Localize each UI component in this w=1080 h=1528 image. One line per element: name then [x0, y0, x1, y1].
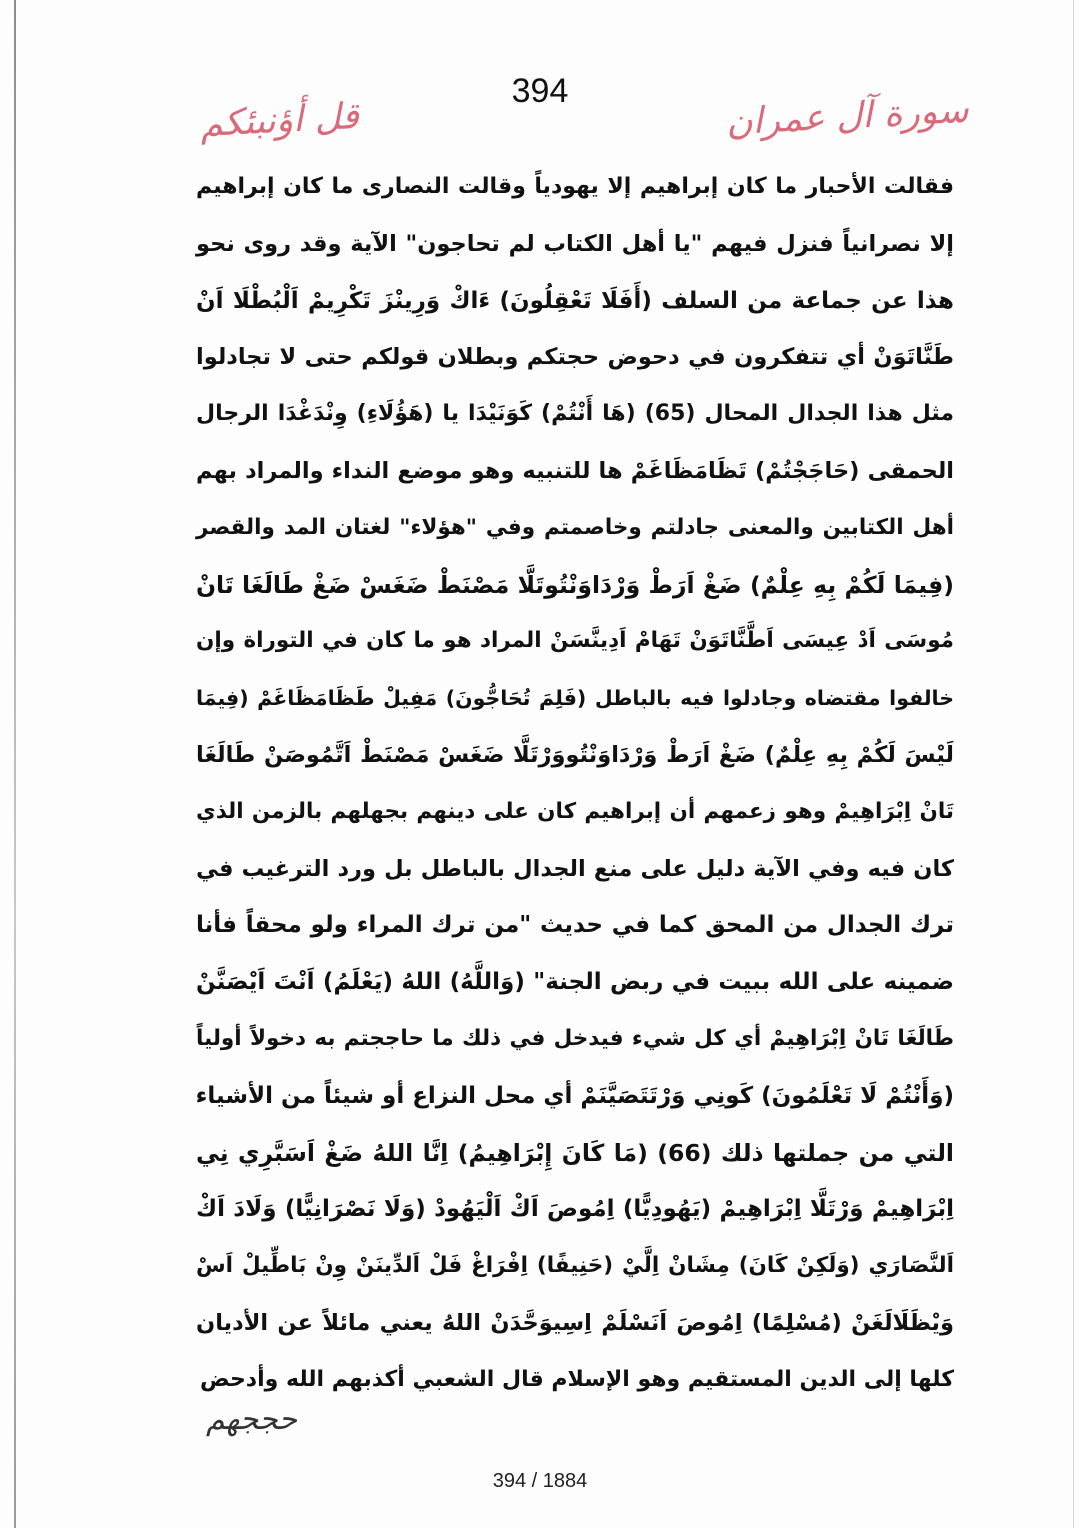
text-line: اِبْرَاهِيمْ وَرْتَلَّا اِبْرَاهِيمْ (يَهُودِيًّا) اِمُوصَ اَكْ اَلْيَهُودْ (وَلَا نَصْرَانِيًّا) وَلَادَ اَكْ [196, 1196, 954, 1223]
text-line: هذا عن جماعة من السلف (أَفَلَا تَعْقِلُونَ) ءَاكْ وَرِينْزَ تَكْرِيمْ اَلْبُطْلَا اَنْ [196, 287, 954, 314]
text-line: كان فيه وفي الآية دليل على منع الجدال بالباطل بل ورد الترغيب في [196, 855, 954, 882]
text-line: أهل الكتابين والمعنى جادلتم وخاصمتم وفي "هؤلاء" لغتان المد والقصر [196, 514, 954, 540]
text-line: الحمقى (حَاجَجْتُمْ) تَظَامَظَاغَمْ ها للتنبيه وهو موضع النداء والمراد بهم [196, 457, 954, 484]
text-line: (فِيمَا لَكُمْ بِهِ عِلْمٌ) ضَغْ اَرَطْ وَرْدَاوَنْتُوتَلَّا مَصْنَطْ ضَغَسْ ضَغْ طَالَغَا تَانْ [196, 570, 954, 599]
text-line: لَيْسَ لَكُمْ بِهِ عِلْمٌ) ضَغْ اَرَطْ وَرْدَاوَنْتُووَرْتَلَّا ضَغَسْ مَصْنَطْ اَتَّمُوصَنْ طَالَغَا [196, 741, 954, 768]
text-line: مُوسَى اَدْ عِيسَى اَطَّنَّاتَوَنْ تَهَامْ اَدِينَّسَنْ المراد هو ما كان في التوراة وإن [196, 628, 954, 654]
page-counter: 394 / 1884 [492, 1470, 588, 1492]
text-line: (وَأَنْتُمْ لَا تَعْلَمُونَ) كَونِي وَرْتَتَصَيَّنَمْ أي محل النزاع أو شيئاً من الأشياء [195, 1082, 954, 1109]
handwritten-surah-note: سورة آل عمران [725, 89, 970, 144]
text-line: التي من جملتها ذلك (66) (مَا كَانَ إِبْرَاهِيمُ) اِنَّا اللهُ ضَغْ اَسَبَّرِي نِي [196, 1138, 954, 1167]
text-line: خالفوا مقتضاه وجادلوا فيه بالباطل (فَلِمَ تُحَاجُّونَ) مَفِيلْ طَظَامَظَاغَمْ (فِيمَا [196, 686, 954, 711]
text-line: اَلنَّصَارَي (وَلَكِنْ كَانَ) مِشَانْ اِلَّيْ (حَنِيفًا) اِفْرَاغْ فَلْ اَلدِّينَنْ وِنْ بَاطِّيلْ اَسْ [196, 1253, 954, 1279]
text-line: طَنَّاتَوَنْ أي تتفكرون في دحوض حجتكم وبطلان قولكم حتى لا تجادلوا [196, 344, 954, 371]
commentary-text [196, 168, 954, 1418]
page-number: 394 [511, 72, 569, 110]
text-line: طَالَغَا تَانْ اِبْرَاهِيمْ أي كل شيء فيدخل في ذلك ما حاججتم به دخولاً أولياً [196, 1025, 954, 1051]
text-line: ضمينه على الله ببيت في ربض الجنة" (وَاللَّهُ) اللهُ (يَعْلَمُ) اَنْتَ اَيْصَنَّنْ [196, 969, 954, 996]
page-edge-line [1073, 0, 1074, 1528]
text-line: فقالت الأحبار ما كان إبراهيم إلا يهودياً وقالت النصارى ما كان إبراهيم [196, 174, 954, 199]
text-line: كلها إلى الدين المستقيم وهو الإسلام قال الشعبي أكذبهم الله وأدحض [199, 1366, 954, 1392]
text-line: إلا نصرانياً فنزل فيهم "يا أهل الكتاب لم تحاجون" الآية وقد روى نحو [196, 230, 954, 257]
handwritten-margin-note: قل أؤنبئكم [199, 95, 360, 146]
text-line: تَانْ اِبْرَاهِيمْ وهو زعمهم أن إبراهيم كان على دينهم بجهلهم بالزمن الذي [196, 798, 954, 824]
page-edge-shadow [14, 0, 16, 1528]
text-line: وَيْظَلَالَغَنْ (مُسْلِمًا) اِمُوصَ اَنَسْلَمْ اِسِيوَحَّدَنْ اللهُ يعني مائلاً عن الأديان [196, 1309, 954, 1336]
text-line: مثل هذا الجدال المحال (65) (هَا أَنْتُمْ) كَوَنَيْدَا يا (هَؤُلَاءِ) وِنْدَغْدَا الرجال [196, 401, 954, 427]
handwritten-footer-note: حججهم [206, 1402, 298, 1437]
text-line: ترك الجدال من المحق كما في حديث "من ترك المراء ولو محقاً فأنا [196, 912, 954, 939]
